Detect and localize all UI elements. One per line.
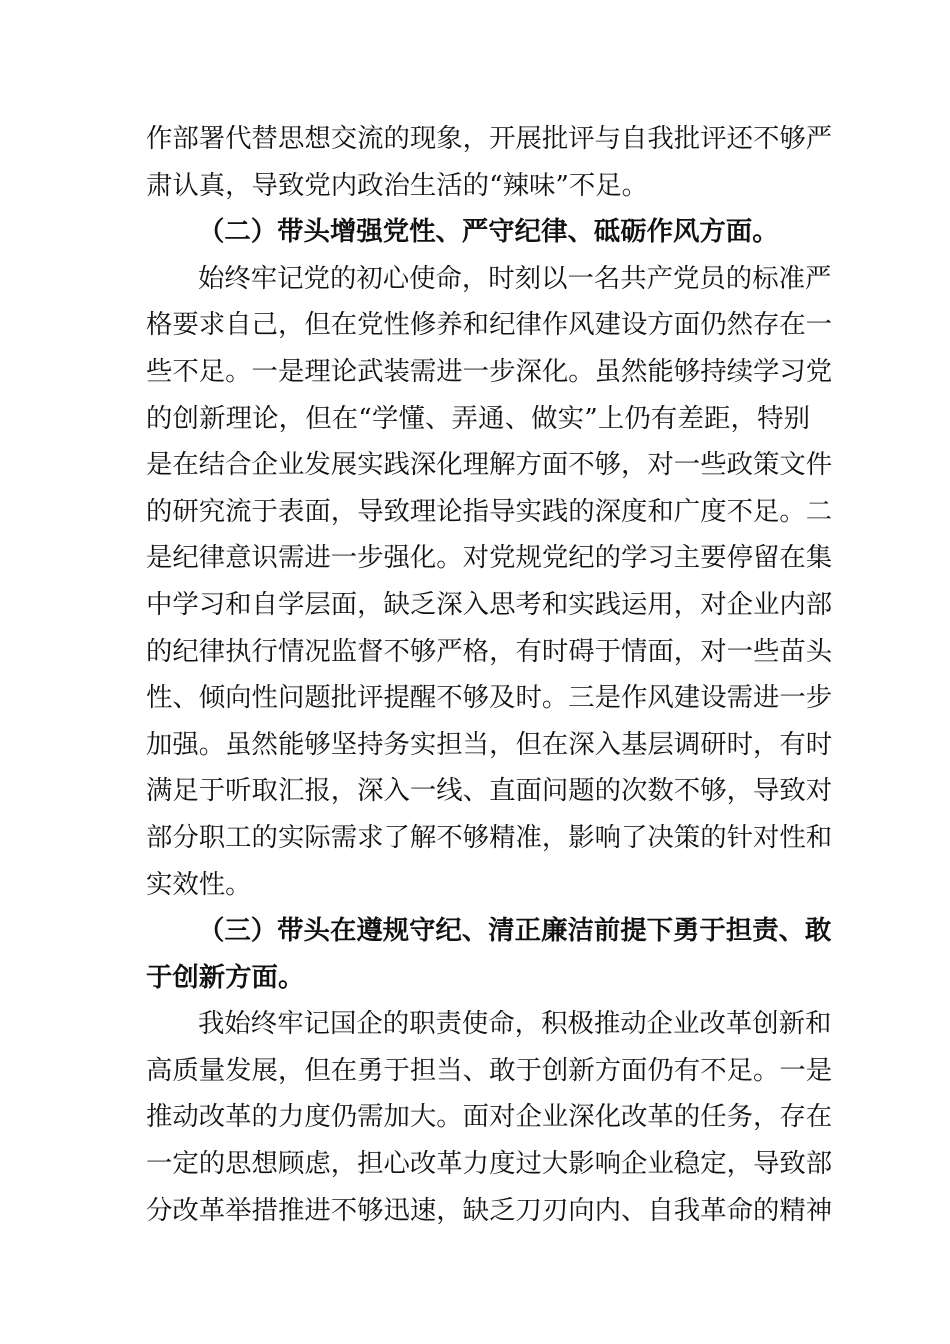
paragraph-line: 是在结合企业发展实践深化理解方面不够，对一些政策文件 xyxy=(146,449,833,481)
paragraph-line: 我始终牢记国企的职责使命，积极推动企业改革创新和 xyxy=(198,1008,832,1040)
paragraph-line: 分改革举措推进不够迅速，缺乏刀刃向内、自我革命的精神 xyxy=(146,1194,833,1226)
paragraph-line: 加强。虽然能够坚持务实担当，但在深入基层调研时，有时 xyxy=(146,728,833,760)
paragraph-line: 部分职工的实际需求了解不够精准，影响了决策的针对性和 xyxy=(146,821,833,853)
paragraph-line: 肃认真，导致党内政治生活的“辣味”不足。 xyxy=(146,169,649,201)
paragraph-line: 满足于听取汇报，深入一线、直面问题的次数不够，导致对 xyxy=(146,775,833,807)
document-page xyxy=(146,116,833,1234)
paragraph-line: 始终牢记党的初心使命，时刻以一名共产党员的标准严 xyxy=(198,262,832,294)
paragraph-line: 是纪律意识需进一步强化。对党规党纪的学习主要停留在集 xyxy=(146,542,833,574)
paragraph-line: 的研究流于表面，导致理论指导实践的深度和广度不足。二 xyxy=(146,495,833,527)
paragraph-line: 作部署代替思想交流的现象，开展批评与自我批评还不够严 xyxy=(146,123,833,154)
paragraph-line: 格要求自己，但在党性修养和纪律作风建设方面仍然存在一 xyxy=(146,309,833,341)
paragraph-line: 性、倾向性问题批评提醒不够及时。三是作风建设需进一步 xyxy=(146,682,833,714)
paragraph-line: 的创新理论，但在“学懂、弄通、做实”上仍有差距，特别 xyxy=(146,402,810,434)
paragraph-line: 推动改革的力度仍需加大。面对企业深化改革的任务，存在 xyxy=(146,1101,833,1133)
section-heading-line: 于创新方面。 xyxy=(146,961,305,993)
paragraph-line: 实效性。 xyxy=(146,868,252,900)
paragraph-line: 中学习和自学层面，缺乏深入思考和实践运用，对企业内部 xyxy=(146,588,833,620)
section-heading-line: （三）带头在遵规守纪、清正廉洁前提下勇于担责、敢 xyxy=(198,915,832,947)
paragraph-line: 高质量发展，但在勇于担当、敢于创新方面仍有不足。一是 xyxy=(146,1054,833,1086)
paragraph-line: 的纪律执行情况监督不够严格，有时碍于情面，对一些苗头 xyxy=(146,635,833,667)
section-heading-line: （二）带头增强党性、严守纪律、砥砺作风方面。 xyxy=(198,216,779,248)
paragraph-line: 些不足。一是理论武装需进一步深化。虽然能够持续学习党 xyxy=(146,355,833,387)
paragraph-line: 一定的思想顾虑，担心改革力度过大影响企业稳定，导致部 xyxy=(146,1148,833,1180)
